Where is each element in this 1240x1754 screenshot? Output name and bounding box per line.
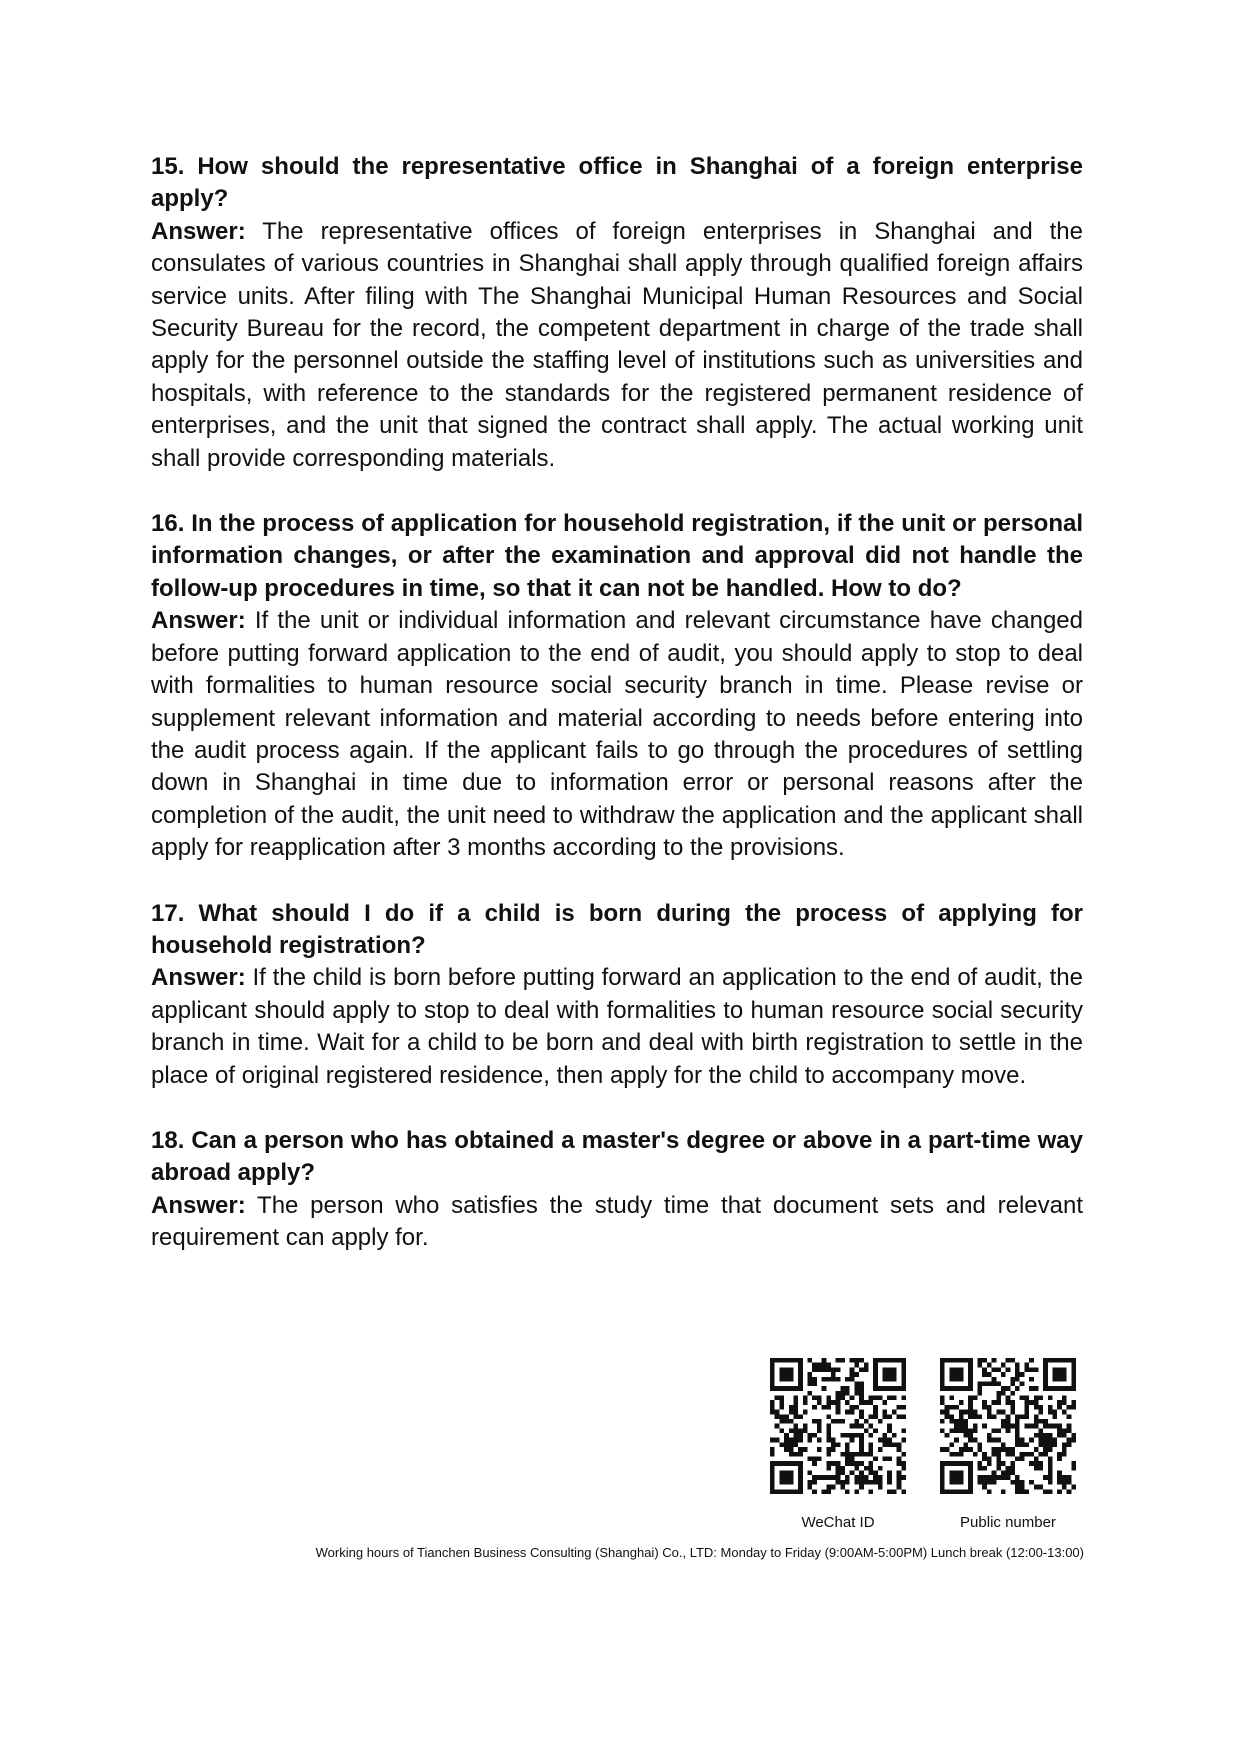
faq-item-17 bbox=[151, 898, 1083, 1092]
answer-text: The person who satisfies the study time that document sets and relevant requirement can apply for. bbox=[151, 1191, 1084, 1252]
answer-text: If the child is born before putting forward an application to the end of audit, the applicant should apply to stop to deal with formalities to human resource social security branch in time. Wait for a child to be born and deal with birth registration to settle in the place of original registered residence, then apply for the child to accompany move. bbox=[151, 964, 1084, 1089]
wechat-qr-caption: WeChat ID bbox=[801, 1514, 875, 1531]
faq-item-15 bbox=[151, 151, 1083, 475]
answer-text: If the unit or individual information and relevant circumstance have changed before putting forward application to the end of audit, you should apply to stop to deal with formalities to human resource social security branch in time. Please revise or supplement relevant information and material according to needs before entering into the audit process again. If the applicant fails to go through the procedures of settling down in Shanghai in time due to information error or personal reasons after the completion of the audit, the unit need to withdraw the application and the applicant shall apply for reapplication after 3 months according to the provisions. bbox=[151, 607, 1083, 862]
faq-question: 17. What should I do if a child is born during the process of applying for household registration? bbox=[151, 899, 1083, 959]
faq-item-16 bbox=[151, 508, 1083, 864]
faq-question: 16. In the process of application for household registration, if the unit or personal information changes, or after the examination and approval did not handle the follow-up procedures in time, so that it can not be handled. How to do? bbox=[151, 510, 1083, 602]
answer-label: Answer: bbox=[151, 1191, 246, 1219]
wechat-qr-block bbox=[768, 1358, 908, 1531]
wechat-qr-code bbox=[770, 1358, 906, 1494]
qr-code-area bbox=[768, 1358, 1088, 1531]
answer-label: Answer: bbox=[151, 964, 246, 992]
answer-text: The representative offices of foreign enterprises in Shanghai and the consulates of various countries in Shanghai shall apply through qualified foreign affairs service units. After filing with The Shanghai Municipal Human Resources and Social Security Bureau for the record, the competent department in charge of the trade shall apply for the personnel outside the staffing level of institutions such as universities and hospitals, with reference to the standards for the registered permanent residence of enterprises, and the unit that signed the contract shall apply. The actual working unit shall provide corresponding materials. bbox=[151, 217, 1084, 472]
footer-working-hours: Working hours of Tianchen Business Consulting (Shanghai) Co., LTD: Monday to Friday (9:00AM-5:00PM) Lunch break (12:00-13:00) bbox=[315, 1545, 1084, 1560]
faq-question: 15. How should the representative office in Shanghai of a foreign enterprise apply? bbox=[151, 153, 1083, 213]
public-qr-caption: Public number bbox=[960, 1514, 1056, 1531]
public-qr-block bbox=[938, 1358, 1078, 1531]
faq-list bbox=[151, 151, 1083, 1288]
faq-answer bbox=[151, 1190, 1083, 1255]
answer-label: Answer: bbox=[151, 607, 246, 635]
faq-answer bbox=[151, 216, 1083, 475]
public-number-qr-code bbox=[940, 1358, 1076, 1494]
faq-item-18 bbox=[151, 1125, 1083, 1255]
faq-answer bbox=[151, 605, 1083, 864]
faq-question: 18. Can a person who has obtained a master's degree or above in a part-time way abroad apply? bbox=[151, 1126, 1083, 1187]
faq-answer bbox=[151, 962, 1083, 1092]
answer-label: Answer: bbox=[151, 217, 246, 245]
